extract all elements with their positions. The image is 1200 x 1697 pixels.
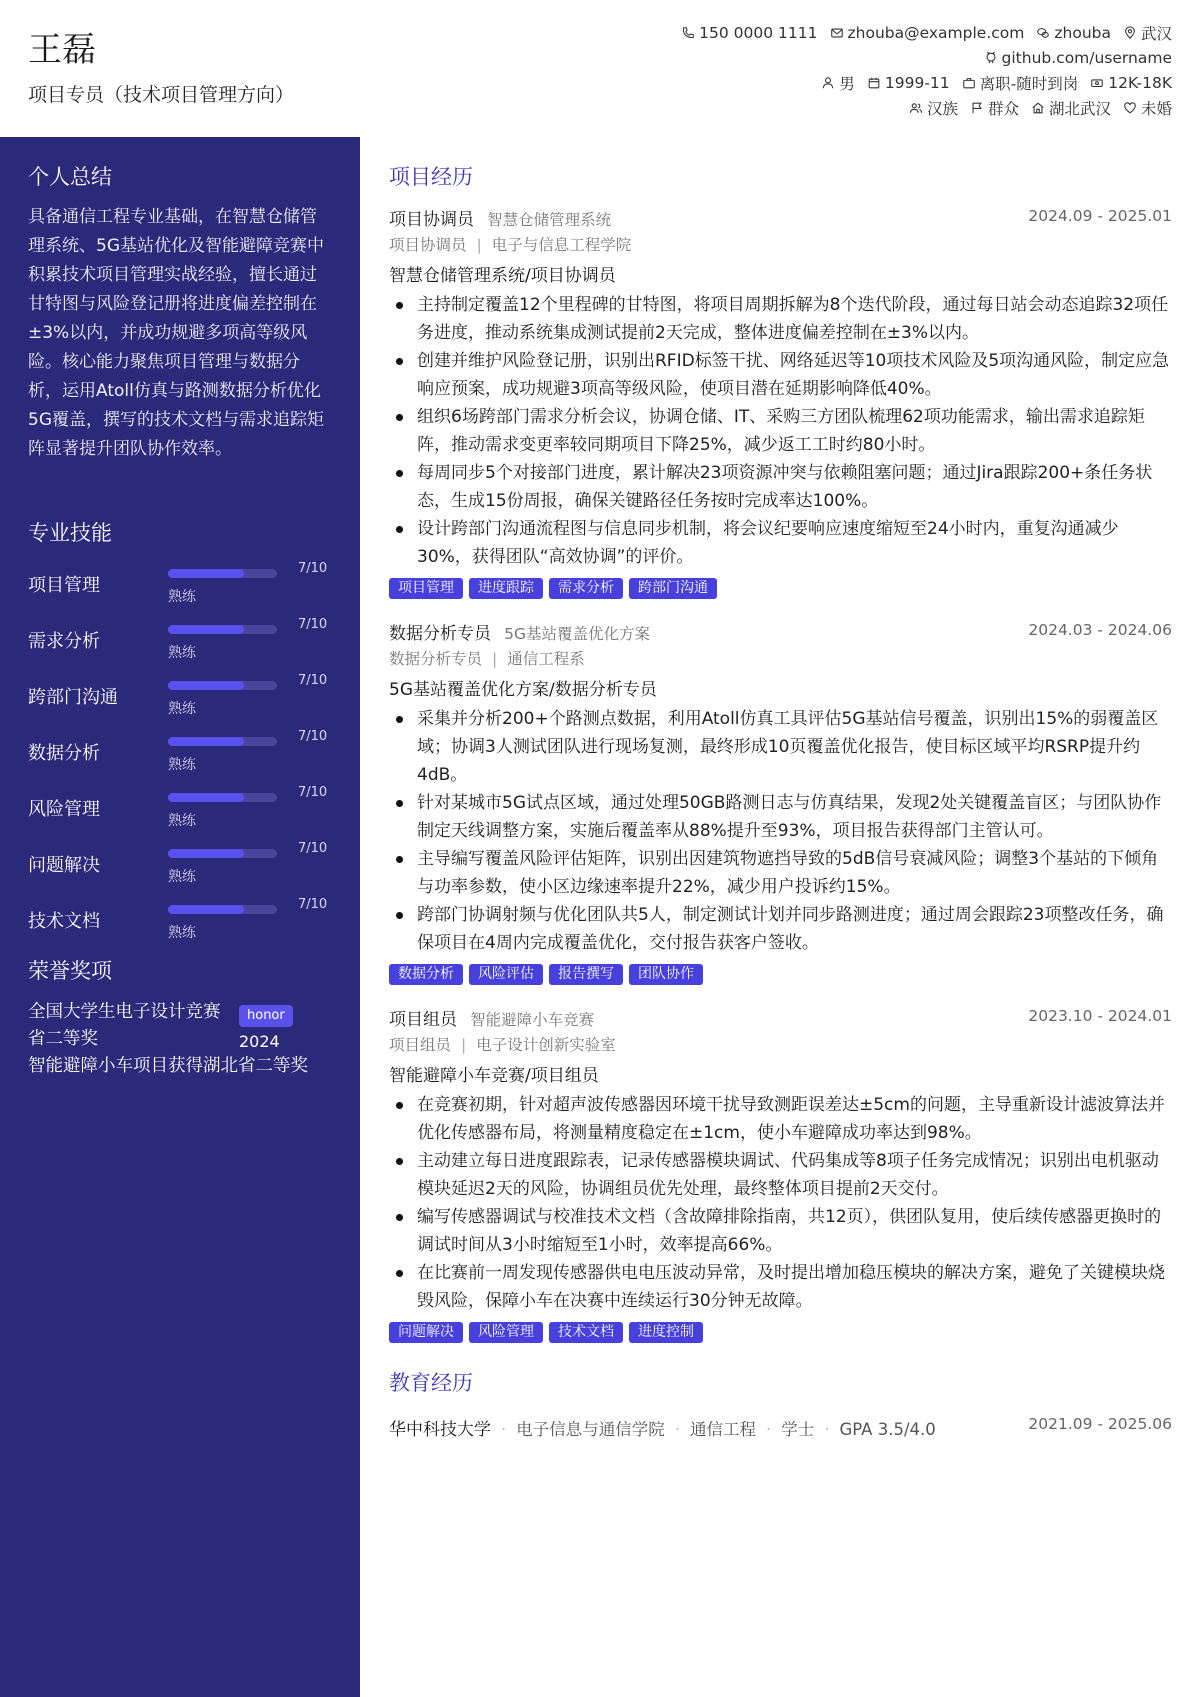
skill-level: 熟练 (168, 757, 196, 773)
bullet-item: 在竞赛初期，针对超声波传感器因环境干扰导致测距误差达±5cm的问题，主导重新设计滤波算法并优化传感器布局，将测量精度稳定在±1cm，使小车避障成功率达到98%。 (417, 1091, 1172, 1147)
ethnicity-text: 汉族 (926, 99, 958, 118)
project-date: 2024.03 - 2024.06 (1028, 621, 1172, 639)
project-role: 项目协调员 (389, 210, 474, 230)
bullet-item: 采集并分析200+个路测点数据，利用Atoll仿真工具评估5G基站信号覆盖，识别出15%的弱覆盖区域；协调3人测试团队进行现场复测，最终形成10页覆盖优化报告，使目标区域平均RSRP提升约4dB。 (417, 705, 1172, 789)
status-text: 离职-随时到岗 (979, 74, 1079, 93)
contact-info (472, 20, 1172, 120)
project-dept: 电子与信息工程学院 (491, 236, 632, 254)
project-date: 2024.09 - 2025.01 (1028, 207, 1172, 225)
bullet-item: 创建并维护风险登记册，识别出RFID标签干扰、网络延迟等10项技术风险及5项沟通风险，制定应急响应预案，成功规避3项高等级风险，使项目潜在延期影响降低40%。 (417, 347, 1172, 403)
edu-major: 通信工程 (690, 1420, 756, 1439)
phone-icon (681, 26, 695, 40)
skill-bar (168, 737, 277, 746)
bullet-item: 主导编写覆盖风险评估矩阵，识别出因建筑物遮挡导致的5dB信号衰减风险；调整3个基站的下倾角与功率参数，使小区边缘速率提升22%，减少用户投诉约15%。 (417, 845, 1172, 901)
hometown-text: 湖北武汉 (1048, 99, 1111, 118)
honor-text: 智能避障小车项目获得湖北省二等奖 (28, 1056, 308, 1076)
project-entry: 项目协调员 智慧仓储管理系统 2024.09 - 2025.01 项目协调员 | 电子与信息工程学院 智慧仓储管理系统/项目协调员 主持制定覆盖12个里程碑的甘特图，将项目周期拆解为8个迭代阶段，通过每日站会动态追踪32项任务进度，推动系统集成测试提前2天完成，整体进度偏差控制在±3%以内。 创建并维护风险登记册，识别出RFID标签干扰、网络延迟等10项技术风险及5项沟通风险，制定应急响应预案，成功规避3项高等级风险，使项目潜在延期影响降低40%。 组织6场跨部门需求分析会议，协调仓储、IT、采购三方团队梳理62项功能需求，输出需求追踪矩阵，推动需求变更率较同期项目下降25%，减少返工工时约80小时。 每周同步5个对接部门进度，累计解决23项资源冲突与依赖阻塞问题；通过Jira跟踪200+条任务状态，生成15份周报，确保关键路径任务按时完成率达100%。 设计跨部门沟通流程图与信息同步机制，将会议纪要响应速度缩短至24小时内，重复沟通减少30%，获得团队“高效协调”的评价。 项目管理 进度跟踪 需求分析 跨部门沟通 (389, 205, 1172, 599)
github-icon (984, 51, 998, 65)
skill-bar-fill (168, 681, 244, 690)
edu-degree: 学士 (781, 1420, 815, 1439)
calendar-icon (867, 76, 881, 90)
skill-name: 风险管理 (28, 799, 100, 820)
skill-bar-fill (168, 737, 244, 746)
skills-title: 专业技能 (28, 521, 112, 545)
users-icon (909, 101, 923, 115)
skill-level: 熟练 (168, 701, 196, 717)
tag: 进度跟踪 (469, 578, 543, 599)
project-entry: 项目组员 智能避障小车竞赛 2023.10 - 2024.01 项目组员 | 电子设计创新实验室 智能避障小车竞赛/项目组员 在竞赛初期，针对超声波传感器因环境干扰导致测距误差达±5cm的问题，主导重新设计滤波算法并优化传感器布局，将测量精度稳定在±1cm，使小车避障成功率达到98%。 主动建立每日进度跟踪表，记录传感器模块调试、代码集成等8项子任务完成情况；识别出电机驱动模块延迟2天的风险，协调组员优先处理，最终整体项目提前2天交付。 编写传感器调试与校准技术文档（含故障排除指南，共12页），供团队复用，使后续传感器更换时的调试时间从3小时缩短至1小时，效率提高66%。 在比赛前一周发现传感器供电电压波动异常，及时提出增加稳压模块的解决方案，避免了关键模块烧毁风险，保障小车在决赛中连续运行30分钟无故障。 问题解决 风险管理 技术文档 进度控制 (389, 1005, 1172, 1343)
skill-item (28, 615, 338, 665)
project-line: 智慧仓储管理系统/项目协调员 (389, 266, 616, 286)
wechat-text: zhouba (1054, 23, 1111, 42)
github-text: github.com/username (1001, 48, 1172, 67)
tag: 需求分析 (549, 578, 623, 599)
tag: 跨部门沟通 (629, 578, 717, 599)
city-text: 武汉 (1140, 24, 1172, 43)
skill-level: 熟练 (168, 925, 196, 941)
honor-badge: honor (239, 1005, 293, 1027)
project-tags (389, 578, 1172, 599)
email-text: zhouba@example.com (847, 23, 1025, 42)
github-item[interactable] (984, 49, 1172, 67)
mail-icon (830, 26, 844, 40)
skill-name: 数据分析 (28, 743, 100, 764)
politics-text: 群众 (987, 99, 1019, 118)
skill-bar (168, 681, 277, 690)
education-title: 教育经历 (389, 1371, 473, 1395)
projects-title: 项目经历 (389, 165, 473, 189)
skill-bar-fill (168, 625, 244, 634)
birth-text: 1999-11 (884, 73, 950, 92)
money-icon (1090, 76, 1104, 90)
hometown-item (1031, 97, 1111, 119)
flag-icon (970, 101, 984, 115)
skill-bar (168, 849, 277, 858)
candidate-role: 项目专员（技术项目管理方向） (28, 84, 295, 106)
edu-gpa: GPA 3.5/4.0 (839, 1420, 936, 1439)
location-icon (1123, 26, 1137, 40)
bullet-item: 主持制定覆盖12个里程碑的甘特图，将项目周期拆解为8个迭代阶段，通过每日站会动态追踪32项任务进度，推动系统集成测试提前2天完成，整体进度偏差控制在±3%以内。 (417, 291, 1172, 347)
project-tags (389, 1322, 1172, 1343)
skill-bar-fill (168, 569, 244, 578)
resume-header (0, 0, 1200, 137)
user-icon (821, 76, 835, 90)
honor-text: 全国大学生电子设计竞赛省二等奖 (28, 1002, 221, 1049)
marital-text: 未婚 (1140, 99, 1172, 118)
skill-bar (168, 905, 277, 914)
skill-item (28, 895, 338, 945)
honor-item (28, 999, 338, 1053)
skill-name: 项目管理 (28, 575, 100, 596)
skill-score: 7/10 (298, 561, 328, 576)
project-date: 2023.10 - 2024.01 (1028, 1007, 1172, 1025)
tag: 数据分析 (389, 964, 463, 985)
phone-item (681, 24, 817, 42)
tag: 技术文档 (549, 1322, 623, 1343)
skill-item (28, 671, 338, 721)
phone-text: 150 0000 1111 (699, 23, 818, 42)
project-dept: 通信工程系 (507, 650, 585, 668)
skill-score: 7/10 (298, 617, 328, 632)
skill-score: 7/10 (298, 673, 328, 688)
edu-college: 电子信息与通信学院 (516, 1420, 665, 1439)
skill-score: 7/10 (298, 729, 328, 744)
sidebar (0, 137, 360, 1697)
project-sub-role: 数据分析专员 (389, 650, 483, 668)
email-item[interactable] (830, 24, 1025, 42)
tag: 风险评估 (469, 964, 543, 985)
project-sub-role: 项目组员 (389, 1036, 452, 1054)
summary-text: 具备通信工程专业基础，在智慧仓储管理系统、5G基站优化及智能避障竞赛中积累技术项目管理实战经验，擅长通过甘特图与风险登记册将进度偏差控制在±3%以内，并成功规避多项高等级风险。核心能力聚焦项目管理与数据分析，运用Atoll仿真与路测数据分析优化5G覆盖，撰写的技术文档与需求追踪矩阵显著提升团队协作效率。 (28, 207, 324, 459)
gender-item (821, 72, 855, 94)
honor-year: 2024 (239, 1032, 280, 1051)
skill-item (28, 839, 338, 889)
honor-item (28, 1053, 338, 1080)
ethnicity-item (909, 97, 958, 119)
project-name: 5G基站覆盖优化方案 (504, 625, 650, 643)
project-dept: 电子设计创新实验室 (476, 1036, 616, 1054)
skill-bar-fill (168, 793, 244, 802)
bullet-item: 组织6场跨部门需求分析会议，协调仓储、IT、采购三方团队梳理62项功能需求，输出需求追踪矩阵，推动需求变更率较同期项目下降25%，减少返工工时约80小时。 (417, 403, 1172, 459)
project-sub-role: 项目协调员 (389, 236, 467, 254)
status-item (962, 72, 1079, 94)
birth-item (867, 74, 950, 92)
skill-level: 熟练 (168, 645, 196, 661)
home-icon (1031, 101, 1045, 115)
bullet-item: 跨部门协调射频与优化团队共5人，制定测试计划并同步路测进度；通过周会跟踪23项整改任务，确保项目在4周内完成覆盖优化，交付报告获客户签收。 (417, 901, 1172, 957)
project-name: 智慧仓储管理系统 (487, 211, 612, 229)
skill-name: 问题解决 (28, 855, 100, 876)
education-entry: 华中科技大学 · 电子信息与通信学院 · 通信工程 · 学士 · GPA 3.5/4.0 2021.09 - 2025.06 (389, 1415, 1172, 1440)
skill-name: 需求分析 (28, 631, 100, 652)
project-bullets (389, 291, 1172, 571)
bullet-item: 编写传感器调试与校准技术文档（含故障排除指南，共12页），供团队复用，使后续传感器更换时的调试时间从3小时缩短至1小时，效率提高66%。 (417, 1203, 1172, 1259)
bullet-item: 主动建立每日进度跟踪表，记录传感器模块调试、代码集成等8项子任务完成情况；识别出电机驱动模块延迟2天的风险，协调组员优先处理，最终整体项目提前2天交付。 (417, 1147, 1172, 1203)
heart-icon (1123, 101, 1137, 115)
edu-school: 华中科技大学 (389, 1420, 491, 1440)
politics-item (970, 97, 1019, 119)
project-role: 项目组员 (389, 1010, 457, 1030)
skill-item (28, 783, 338, 833)
skill-bar (168, 793, 277, 802)
project-tags (389, 964, 1172, 985)
marital-item (1123, 97, 1172, 119)
edu-date: 2021.09 - 2025.06 (1028, 1415, 1172, 1433)
wechat-item (1036, 24, 1111, 42)
project-line: 智能避障小车竞赛/项目组员 (389, 1066, 599, 1086)
tag: 问题解决 (389, 1322, 463, 1343)
bullet-item: 每周同步5个对接部门进度，累计解决23项资源冲突与依赖阻塞问题；通过Jira跟踪200+条任务状态，生成15份周报，确保关键路径任务按时完成率达100%。 (417, 459, 1172, 515)
tag: 报告撰写 (549, 964, 623, 985)
wechat-icon (1036, 26, 1050, 40)
skill-bar-fill (168, 849, 244, 858)
tag: 风险管理 (469, 1322, 543, 1343)
salary-text: 12K-18K (1108, 73, 1172, 92)
skill-bar (168, 625, 277, 634)
project-role: 数据分析专员 (389, 624, 491, 644)
tag: 团队协作 (629, 964, 703, 985)
skill-item (28, 559, 338, 609)
bullet-item: 在比赛前一周发现传感器供电电压波动异常，及时提出增加稳压模块的解决方案，避免了关键模块烧毁风险，保障小车在决赛中连续运行30分钟无故障。 (417, 1259, 1172, 1315)
city-item (1123, 22, 1172, 44)
skill-level: 熟练 (168, 813, 196, 829)
briefcase-icon (962, 76, 976, 90)
honors-title: 荣誉奖项 (28, 959, 112, 983)
project-line: 5G基站覆盖优化方案/数据分析专员 (389, 680, 657, 700)
skill-name: 跨部门沟通 (28, 687, 118, 708)
skill-score: 7/10 (298, 785, 328, 800)
bullet-item: 设计跨部门沟通流程图与信息同步机制，将会议纪要响应速度缩短至24小时内，重复沟通减少30%，获得团队“高效协调”的评价。 (417, 515, 1172, 571)
gender-text: 男 (839, 74, 855, 93)
skill-score: 7/10 (298, 897, 328, 912)
skill-level: 熟练 (168, 589, 196, 605)
project-bullets (389, 705, 1172, 957)
tag: 项目管理 (389, 578, 463, 599)
summary-title: 个人总结 (28, 165, 112, 189)
skill-level: 熟练 (168, 869, 196, 885)
tag: 进度控制 (629, 1322, 703, 1343)
skill-item (28, 727, 338, 777)
project-name: 智能避障小车竞赛 (470, 1011, 595, 1029)
skill-score: 7/10 (298, 841, 328, 856)
skill-bar (168, 569, 277, 578)
skill-name: 技术文档 (28, 911, 100, 932)
skill-bar-fill (168, 905, 244, 914)
project-entry: 数据分析专员 5G基站覆盖优化方案 2024.03 - 2024.06 数据分析专员 | 通信工程系 5G基站覆盖优化方案/数据分析专员 采集并分析200+个路测点数据，利用Atoll仿真工具评估5G基站信号覆盖，识别出15%的弱覆盖区域；协调3人测试团队进行现场复测，最终形成10页覆盖优化报告，使目标区域平均RSRP提升约4dB。 针对某城市5G试点区域，通过处理50GB路测日志与仿真结果，发现2处关键覆盖盲区；与团队协作制定天线调整方案，实施后覆盖率从88%提升至93%，项目报告获得部门主管认可。 主导编写覆盖风险评估矩阵，识别出因建筑物遮挡导致的5dB信号衰减风险；调整3个基站的下倾角与功率参数，使小区边缘速率提升22%，减少用户投诉约15%。 跨部门协调射频与优化团队共5人，制定测试计划并同步路测进度；通过周会跟踪23项整改任务，确保项目在4周内完成覆盖优化，交付报告获客户签收。 数据分析 风险评估 报告撰写 团队协作 (389, 619, 1172, 985)
project-bullets (389, 1091, 1172, 1315)
candidate-name: 王磊 (28, 30, 96, 70)
bullet-item: 针对某城市5G试点区域，通过处理50GB路测日志与仿真结果，发现2处关键覆盖盲区；与团队协作制定天线调整方案，实施后覆盖率从88%提升至93%，项目报告获得部门主管认可。 (417, 789, 1172, 845)
salary-item (1090, 74, 1172, 92)
